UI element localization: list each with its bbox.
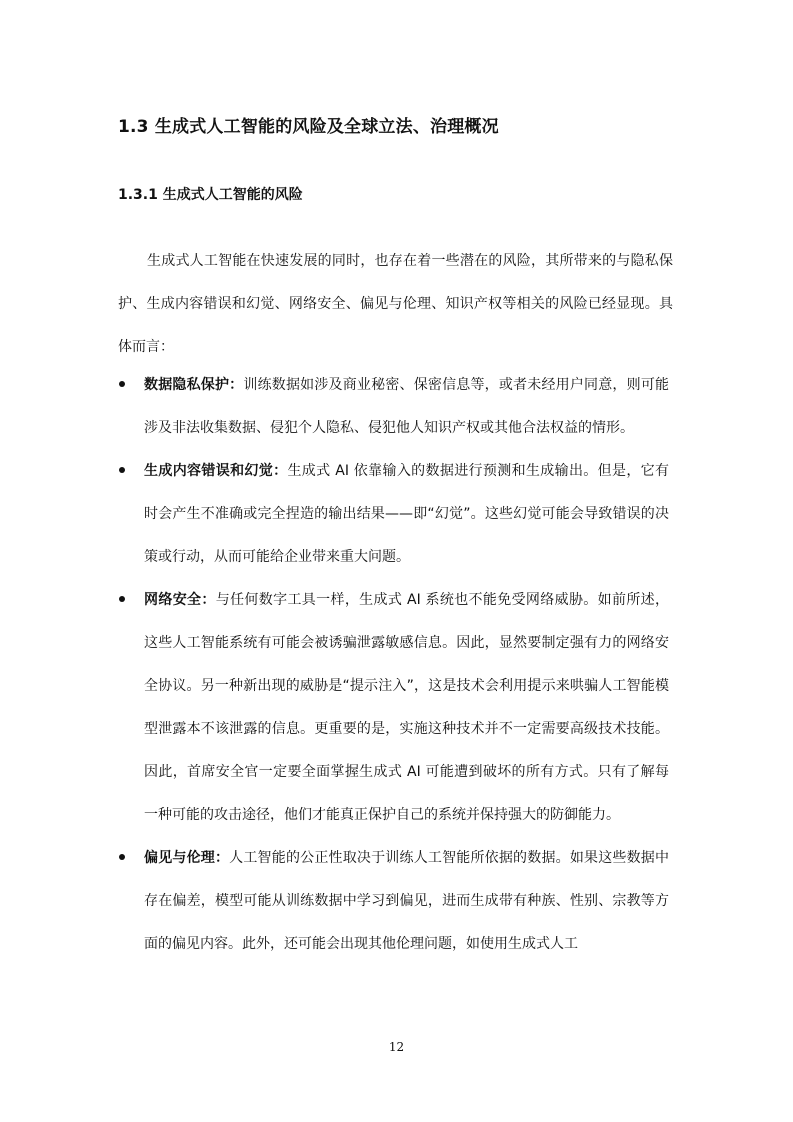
list-item <box>0 579 669 837</box>
list-item-body: 生成式 AI 依靠输入的数据进行预测和生成输出。但是，它有时会产生不准确或完全捏造的输出结果——即“幻觉”。这些幻觉可能会导致错误的决策或行动，从而可能给企业带来重大问题。 <box>144 463 670 565</box>
list-item-body: 与任何数字工具一样，生成式 AI 系统也不能免受网络威胁。如前所述，这些人工智能系统有可能会被诱骗泄露敏感信息。因此，显然要制定强有力的网络安全协议。另一种新出现的威胁是“提示注入”，这是技术会利用提示来哄骗人工智能模型泄露本不该泄露的信息。更重要的是，实施这种技术并不一定需要高级技术技能。因此，首席安全官一定要全面掌握生成式 AI 可能遭到破坏的所有方式。只有了解每一种可能的攻击途径，他们才能真正保护自己的系统并保持强大的防御能力。 <box>144 592 670 823</box>
list-item-title: 网络安全： <box>144 592 216 608</box>
list-item <box>0 837 669 966</box>
bullet-icon <box>119 381 125 387</box>
subsection-heading: 1.3.1 生成式人工智能的风险 <box>118 187 303 203</box>
list-item-text <box>144 450 669 579</box>
list-item-text <box>144 579 669 837</box>
list-item-title: 生成内容错误和幻觉： <box>144 463 288 479</box>
risk-list <box>0 364 793 966</box>
bullet-icon <box>119 467 125 473</box>
list-item <box>0 450 669 579</box>
list-item-title: 偏见与伦理： <box>144 850 230 866</box>
section-heading: 1.3 生成式人工智能的风险及全球立法、治理概况 <box>118 117 499 137</box>
intro-paragraph: 生成式人工智能在快速发展的同时，也存在着一些潜在的风险，其所带来的与隐私保护、生成内容错误和幻觉、网络安全、偏见与伦理、知识产权等相关的风险已经显现。具体而言： <box>118 253 673 355</box>
list-item-text <box>144 837 669 966</box>
list-item <box>0 364 669 450</box>
bullet-icon <box>119 596 125 602</box>
list-item-body: 训练数据如涉及商业秘密、保密信息等，或者未经用户同意，则可能涉及非法收集数据、侵犯个人隐私、侵犯他人知识产权或其他合法权益的情形。 <box>144 377 670 436</box>
list-item-body: 人工智能的公正性取决于训练人工智能所依据的数据。如果这些数据中存在偏差，模型可能从训练数据中学习到偏见，进而生成带有种族、性别、宗教等方面的偏见内容。此外，还可能会出现其他伦理问题，如使用生成式人工 <box>144 850 670 952</box>
list-item-title: 数据隐私保护： <box>144 377 244 393</box>
list-item-text <box>144 364 669 450</box>
bullet-icon <box>119 854 125 860</box>
page-number: 12 <box>388 1040 405 1054</box>
